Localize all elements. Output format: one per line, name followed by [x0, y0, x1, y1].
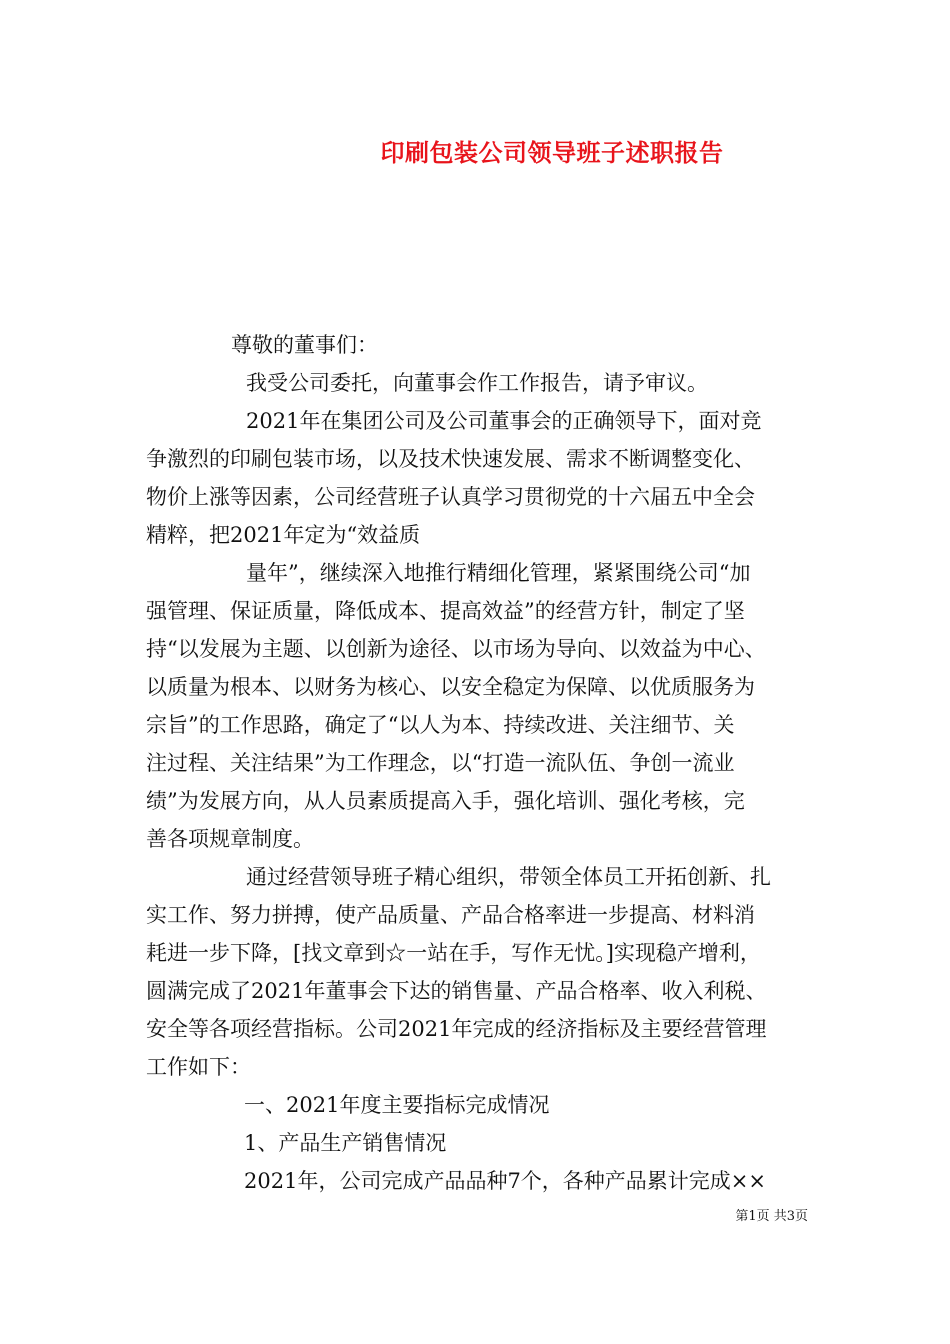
paragraph-line: 工作如下：	[146, 1055, 251, 1079]
paragraph-line: 强管理、保证质量，降低成本、提高效益”的经营方针，制定了坚	[146, 599, 745, 623]
paragraph-line: 争激烈的印刷包装市场，以及技术快速发展、需求不断调整变化、	[146, 447, 755, 471]
subsection-heading: 1、产品生产销售情况	[244, 1131, 447, 1155]
paragraph-line: 精粹，把2021年定为“效益质	[146, 523, 421, 547]
page-number: 第1页 共3页	[735, 1209, 808, 1224]
paragraph-line: 耗进一步下降，[找文章到☆一站在手，写作无忧。]实现稳产增利，	[146, 941, 761, 965]
paragraph-line: 通过经营领导班子精心组织，带领全体员工开拓创新、扎	[246, 865, 771, 889]
paragraph-line: 持“以发展为主题、以创新为途径、以市场为导向、以效益为中心、	[146, 637, 766, 661]
paragraph-line: 宗旨”的工作思路，确定了“以人为本、持续改进、关注细节、关	[146, 713, 735, 737]
paragraph-line: 以质量为根本、以财务为核心、以安全稳定为保障、以优质服务为	[146, 675, 755, 699]
paragraph-line: 量年”，继续深入地推行精细化管理，紧紧围绕公司“加	[246, 561, 751, 585]
paragraph-line: 实工作、努力拼搏，使产品质量、产品合格率进一步提高、材料消	[146, 903, 755, 927]
document-title: 印刷包装公司领导班子述职报告	[380, 138, 724, 167]
paragraph-line: 圆满完成了2021年董事会下达的销售量、产品合格率、收入利税、	[146, 979, 767, 1003]
paragraph-line: 善各项规章制度。	[146, 827, 314, 851]
paragraph-line: 安全等各项经营指标。公司2021年完成的经济指标及主要经营管理	[146, 1017, 767, 1041]
paragraph-line: 物价上涨等因素，公司经营班子认真学习贯彻党的十六届五中全会	[146, 485, 755, 509]
salutation: 尊敬的董事们：	[231, 333, 378, 357]
paragraph-line: 2021年，公司完成产品品种7个，各种产品累计完成××	[244, 1169, 766, 1193]
document-body	[146, 364, 826, 1200]
section-heading: 一、2021年度主要指标完成情况	[244, 1093, 550, 1117]
paragraph-line: 注过程、关注结果”为工作理念，以“打造一流队伍、争创一流业	[146, 751, 735, 775]
paragraph-line: 2021年在集团公司及公司董事会的正确领导下，面对竞	[246, 409, 762, 433]
paragraph-line: 绩”为发展方向，从人员素质提高入手，强化培训、强化考核，完	[146, 789, 745, 813]
paragraph-line: 我受公司委托，向董事会作工作报告，请予审议。	[246, 371, 708, 395]
